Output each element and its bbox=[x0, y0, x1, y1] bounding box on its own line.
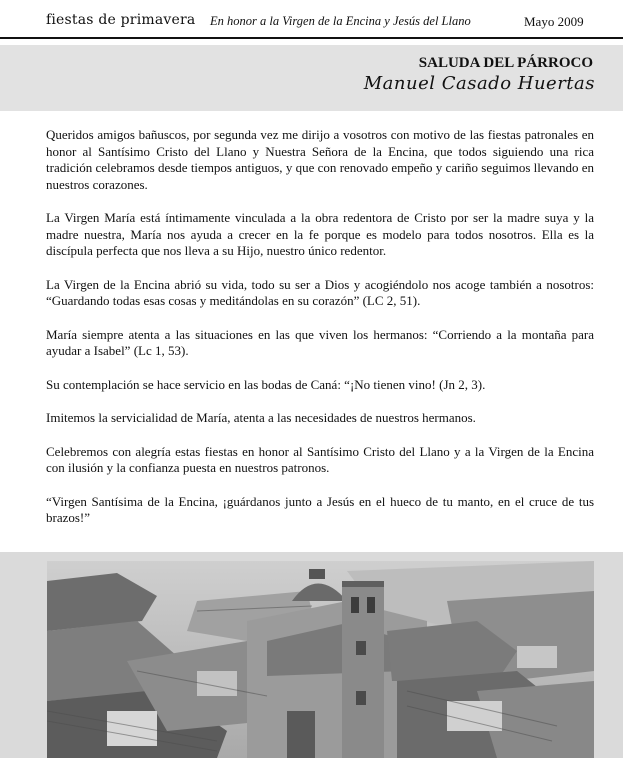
page-header bbox=[0, 0, 623, 38]
article-paragraph: Su contemplación se hace servicio en las bodas de Caná: “¡No tienen vino! (Jn 2, 3). bbox=[46, 376, 486, 392]
publication-brand: fiestas de primavera bbox=[46, 12, 196, 28]
article-author: Manuel Casado Huertas bbox=[363, 73, 595, 94]
article-paragraph: La Virgen María está íntimamente vinculada a la obra redentora de Cristo por ser la madre suya y la madre nuestra, María nos ayuda a crecer en la fe porque es modelo para todos nosotros. Ella es la discípula perfecta que nos lleva a su Hijo, nuestro único redentor. bbox=[46, 210, 594, 258]
header-divider bbox=[0, 37, 623, 39]
photo-illustration bbox=[47, 561, 594, 758]
article-paragraph: “Virgen Santísima de la Encina, ¡guárdanos junto a Jesús en el hueco de tu manto, en el cruce de tus brazos!” bbox=[46, 493, 594, 525]
article-title: SALUDA DEL PÁRROCO bbox=[418, 55, 593, 71]
issue-date: Mayo 2009 bbox=[524, 14, 584, 29]
article-paragraph: Celebremos con alegría estas fiestas en honor al Santísimo Cristo del Llano y a la Virgen de la Encina con ilusión y la confianza puesta en nuestros patronos. bbox=[46, 443, 594, 475]
article-paragraph: Imitemos la servicialidad de María, atenta a las necesidades de nuestros hermanos. bbox=[46, 410, 476, 425]
town-church-photo bbox=[47, 561, 594, 758]
article-body bbox=[46, 127, 594, 544]
article-paragraph: La Virgen de la Encina abrió su vida, todo su ser a Dios y acogiéndolo nos acoge también a nosotros: “Guardando todas esas cosas y meditándolas en su corazón” (LC 2, 51). bbox=[46, 276, 594, 308]
publication-subtitle: En honor a la Virgen de la Encina y Jesús del Llano bbox=[210, 14, 471, 28]
article-title-band bbox=[0, 45, 623, 111]
article-paragraph: Queridos amigos bañuscos, por segunda vez me dirijo a vosotros con motivo de las fiestas patronales en honor al Santísimo Cristo del Llano y Nuestra Señora de la Encina, que todos siguiendo una rica tradición celebramos desde tiempos antiguos, y que con renovado empeño y cariño seguimos llevando en nuestros corazones. bbox=[46, 127, 594, 192]
article-paragraph: María siempre atenta a las situaciones en las que viven los hermanos: “Corriendo a la montaña para ayudar a Isabel” (Lc 1, 53). bbox=[46, 326, 594, 358]
